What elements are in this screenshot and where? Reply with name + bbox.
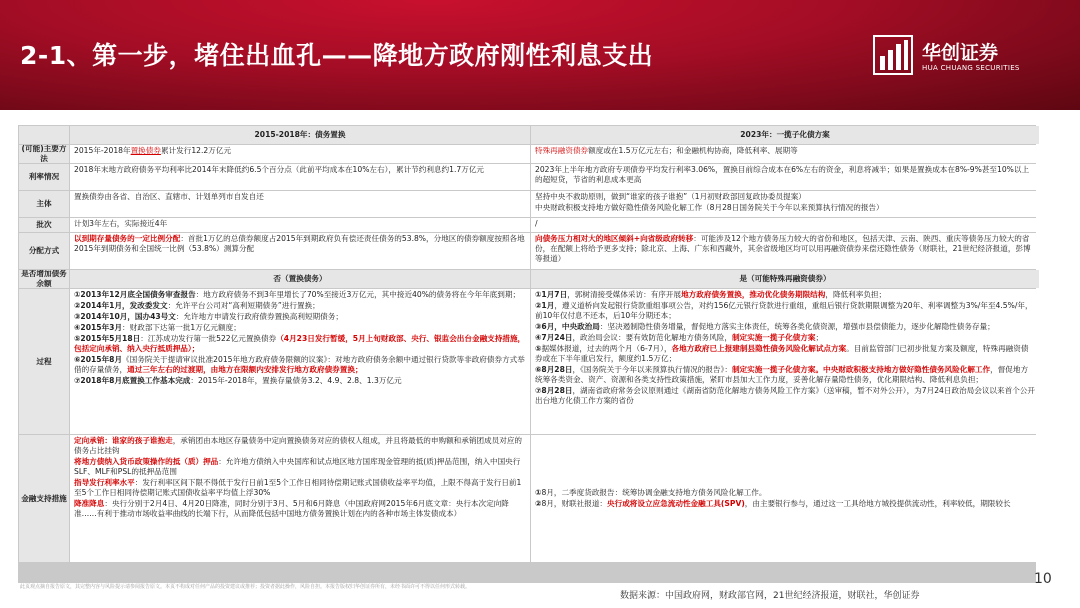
logo-text-en: HUA CHUANG SECURITIES <box>922 64 1020 72</box>
list-item <box>535 322 1035 332</box>
row-label-subject: 主体 <box>19 191 69 217</box>
list-item <box>535 344 1035 364</box>
item-tail: 银行贷款期限调整为20年、利率调整为3%/年至4.5%/年，前10年仅付息不还本，后10年分期还本； <box>535 301 1033 320</box>
allocation-left-rest: ：首批1万亿的总债券额度占2015年到期政府负有偿还责任债务的53.8%，分地区的债券额度按照各地2015年到期债务和全国统一比例（53.8%）测算分配 <box>74 234 525 253</box>
item-red: 定向承销：谁家的孩子谁抱走 <box>74 436 173 445</box>
row-label-increase: 是否增加债务余额 <box>19 270 69 288</box>
cell-finance-2023 <box>531 435 1039 562</box>
huachuang-logo-icon <box>872 34 914 76</box>
allocation-right-rest: ：可能涉及12个地方债务压力较大的省份和地区，包括天津、云南、陕西、重庆等债务压力较大的省份，在配额上将给予更多支持；除北京、上海、广东和西藏外，其余省级地区均可以用再融资债券来偿还隐性债务（财联社，21世纪经济报道，彭博等报道） <box>535 234 1031 263</box>
item-red: 制定实施一揽子化债方案。中央财政积极支持地方做好隐性债务风险化解工作 <box>731 365 991 374</box>
item-red: 地方政府债务置换，推动优化债务期限结构 <box>681 290 826 299</box>
company-logo <box>872 34 1042 78</box>
item-rest: ，政治局会议：要有效防范化解地方债务风险， <box>572 333 732 342</box>
item-lead: ①2013年12月底全国债务审查报告 <box>74 290 196 299</box>
list-item <box>535 386 1035 406</box>
logo-text-cn: 华创证券 <box>922 42 999 64</box>
item-rest: ：允许地方债纳入中央国库和试点地区地方国库现金管理的抵(质)押品范围，纳入中国央行SLF、MLF和PSL的抵押品范围 <box>74 457 521 476</box>
data-source: 数据来源：中国政府网，财政部官网，21世纪经济报道，财联社，华创证券 <box>620 591 920 601</box>
item-rest: ：允许地方申请发行政府债券置换高利短期债务； <box>175 312 343 321</box>
item-lead: ④7月24日 <box>535 333 573 342</box>
list-item <box>74 290 526 300</box>
cell-rate-2015: 2018年末地方政府债务平均利率比2014年末降低约6.5个百分点（此前平均成本在10%左右），累计节约利息约1.7万亿元 <box>70 164 530 190</box>
item-red: 通过三年左右的过渡期，由地方在限额内安排发行地方政府债券置换； <box>127 365 363 374</box>
item-lead: ⑤2015年5月18日 <box>74 334 141 343</box>
disclaimer: 此页观点摘自报告原文，其完整内容与风险提示请参阅报告原文。本页不构成对任何产品的投资建议或推荐；投资者据此操作，风险自担。本报告版权归华创证券所有，未经书面许可不得以任何形式转载。 <box>20 584 471 590</box>
item-lead: ①1月7日 <box>535 290 568 299</box>
list-item <box>74 457 526 477</box>
list-item <box>74 323 526 333</box>
col-header-2015: 2015-2018年：债务置换 <box>70 126 530 144</box>
item-rest: 8月，二季度货政报告：统筹协调金融支持地方债务风险化解工作。 <box>541 487 767 497</box>
list-item <box>535 365 1035 385</box>
list-item <box>535 301 1035 321</box>
cell-subject-2023 <box>531 191 1039 217</box>
item-red: 央行或将设立应急流动性金融工具(SPV) <box>607 498 745 508</box>
cell-process-2023 <box>531 289 1039 434</box>
list-item <box>74 478 526 498</box>
item-tail: ，由主要银行参与，通过这一工具给地方城投提供流动性，利率较低，期限较长 <box>744 498 1011 508</box>
item-red: 指导发行利率水平 <box>74 478 135 487</box>
item-lead: ⑥8月28日 <box>535 365 573 374</box>
item-rest: 据媒体报道，过去的两个月（6-7月）， <box>541 344 672 353</box>
list-item <box>535 333 1035 343</box>
row-label-process: 过程 <box>19 289 69 434</box>
item-rest: ，《国务院关于今年以来预算执行情况的报告》： <box>572 365 732 374</box>
item-lead: ⑦8月28日 <box>535 386 573 395</box>
row-label-rate: 利率情况 <box>19 164 69 190</box>
list-item <box>535 290 1035 300</box>
item-rest: ：2015年-2018年，置换存量债务3.2、4.9、2.8、1.3万亿元 <box>190 376 402 385</box>
item-lead: ④2015年3月 <box>74 323 123 332</box>
item-red: 降准降息 <box>74 499 105 508</box>
list-item <box>74 355 526 375</box>
item-tail: 。目前监管部门已初步批复方案及额度，特殊再融资债券或在下半年重启发行，额度约1.5万亿； <box>535 344 1029 363</box>
subject-right-2: 中央财政积极支持地方做好隐性债务风险化解工作（8月28日国务院关于今年以来预算执行情况的报告） <box>535 203 884 212</box>
item-tail: ，督促地方统筹各类资金、资产、资源和各类支持性政策措施，紧盯市县加大工作力度，妥善化解存量隐性债务，优化期限结构、降低利息负担； <box>535 365 1029 384</box>
item-lead: ⑥2015年8月 <box>74 355 123 364</box>
item-rest: ：央行分别于2月4日、4月20日降准，同时分别于3月、5月和6月降息（中国政府网2015年6月底文章：央行本次定向降准……有利于推动市场收益率曲线的长端下行，从而降低包括中国地方债务置换计划在内的各种市场主体发债成本） <box>74 499 509 518</box>
header-banner <box>0 0 1080 110</box>
row-label-finance: 金融支持措施 <box>19 435 69 562</box>
cell-rate-2023: 2023年上半年地方政府专项债券平均发行利率3.06%，置换目前综合成本在6%左右的资金，利息将减半；如果是置换成本在8%-9%甚至10%以上的超短贷，节省的利息成本更高 <box>531 164 1039 190</box>
list-item <box>535 488 1035 498</box>
item-rest: ：地方政府债务不到3年里增长了70%至接近3万亿元，其中接近40%的债务将在今年年底到期； <box>195 290 521 299</box>
item-rest: ：财政部下达第一批1万亿元额度； <box>122 323 241 332</box>
method-left-c: 累计发行12.2万亿元 <box>160 146 232 155</box>
item-lead: ②1月 <box>535 301 555 310</box>
item-lead: ⑦2018年8月底置换工作基本完成 <box>74 376 191 385</box>
item-rest: 《国务院关于提请审议批准2015年地方政府债务限额的议案》：对地方政府债务余额中通过银行贷款等非政府债券方式举借的存量债务， <box>74 355 525 374</box>
allocation-left-red: 以到期存量债务的一定比例分配 <box>74 234 181 243</box>
cell-allocation-2023 <box>531 233 1039 269</box>
cell-subject-2015: 置换债券由各省、自治区、直辖市、计划单列市自发自还 <box>70 191 530 217</box>
item-rest: ，郭树清接受媒体采访：有序开展 <box>567 290 682 299</box>
item-rest: ：允许平台公司对“高利短期债务”进行置换； <box>167 301 320 310</box>
subject-right-1: 坚持中央不救助原则，做到“谁家的孩子谁抱”（1月初财政部回复政协委员提案） <box>535 192 806 201</box>
cell-scale-2015: 计划3年左右，实际接近4年 <box>70 218 530 232</box>
item-lead: ③2014年10月，国办43号文 <box>74 312 176 321</box>
col-header-2023: 2023年：一揽子化债方案 <box>531 126 1039 144</box>
item-rest: ，承销团由本地区存量债务中定向置换债务对应的债权人组成，并且将最低的申购额和承销团成员对应的债务占比挂钩 <box>74 436 523 455</box>
allocation-right-red: 向债务压力相对大的地区倾斜+向省级政府转移 <box>535 234 694 243</box>
cell-method-2015 <box>70 145 530 163</box>
list-item <box>74 436 526 456</box>
row-label-method: (可能)主要方法 <box>19 145 69 163</box>
item-lead: ③6月，中央政治局 <box>535 322 600 331</box>
list-item <box>74 499 526 519</box>
item-rest: ，湖南省政府常务会议原则通过《湖南省防范化解地方债务风险工作方案》（送审稿，暂不对外公开），为7月24日政治局会议以来首个公开出台地方化债工作方案的省份 <box>535 386 1035 405</box>
item-lead: ① <box>535 487 542 497</box>
item-rest: ：坚决遏制隐性债务增量，督促地方落实主体责任，统筹各类化债资源，增强市县偿债能力，逐步化解隐性债务存量； <box>599 322 995 331</box>
item-tail: ，降低利率负担； <box>825 290 887 299</box>
comparison-table <box>18 125 1036 583</box>
cell-method-2023 <box>531 145 1039 163</box>
item-lead: ②2014年1月，发改委发文 <box>74 301 168 310</box>
item-red: （4月23日发行暂缓，5月上旬财政部、央行、银监会出台金融支持措施，包括定向承销、纳入央行抵质押品）； <box>74 334 526 353</box>
list-item <box>74 334 526 354</box>
item-rest: 8月，财联社报道： <box>541 498 608 508</box>
cell-scale-2023: / <box>531 218 1039 232</box>
item-lead: ⑤ <box>535 344 542 353</box>
row-label-allocation: 分配方式 <box>19 233 69 269</box>
method-right-a: 特殊再融资债券 <box>535 146 589 155</box>
cell-increase-2023: 是（可能特殊再融资债券） <box>531 270 1039 288</box>
page-title: 2-1、第一步，堵住出血孔——降地方政府刚性利息支出 <box>20 41 654 70</box>
item-rest: ，遵义道桥向发起银行贷款重组事项公告，对约156亿元银行贷款进行重组，重组后 <box>554 301 835 310</box>
header-blank-cell <box>19 126 69 144</box>
item-lead: ② <box>535 498 542 508</box>
cell-allocation-2015 <box>70 233 530 269</box>
item-red: 将地方债纳入货币政策操作的抵（质）押品 <box>74 457 219 466</box>
list-item <box>74 301 526 311</box>
method-left-b: 置换债券 <box>130 146 161 155</box>
page-number: 10 <box>1034 571 1052 587</box>
method-left-a: 2015年-2018年 <box>74 146 131 155</box>
list-item <box>535 499 1035 509</box>
item-rest: ：江苏成功发行第一批522亿元置换债券 <box>140 334 277 343</box>
cell-finance-2015 <box>70 435 530 562</box>
row-label-scale: 批次 <box>19 218 69 232</box>
list-item <box>74 376 526 386</box>
item-rest: ：发行利率区间下限不得低于发行日前1至5个工作日相同待偿期记账式国债收益率平均值，上限不得高于发行日前1至5个工作日相同待偿期记账式国债收益率平均值上浮30% <box>74 478 522 497</box>
method-right-b: 额度或在1.5万亿元左右；和金融机构协商，降低利率、展期等 <box>588 146 798 155</box>
item-red: 各地方政府已上报建制县隐性债务风险化解试点方案 <box>671 344 847 353</box>
item-red: 制定实施一揽子化债方案 <box>731 333 816 342</box>
list-item <box>74 312 526 322</box>
cell-process-2015 <box>70 289 530 434</box>
item-tail: ； <box>815 333 824 342</box>
cell-increase-2015: 否（置换债务） <box>70 270 530 288</box>
